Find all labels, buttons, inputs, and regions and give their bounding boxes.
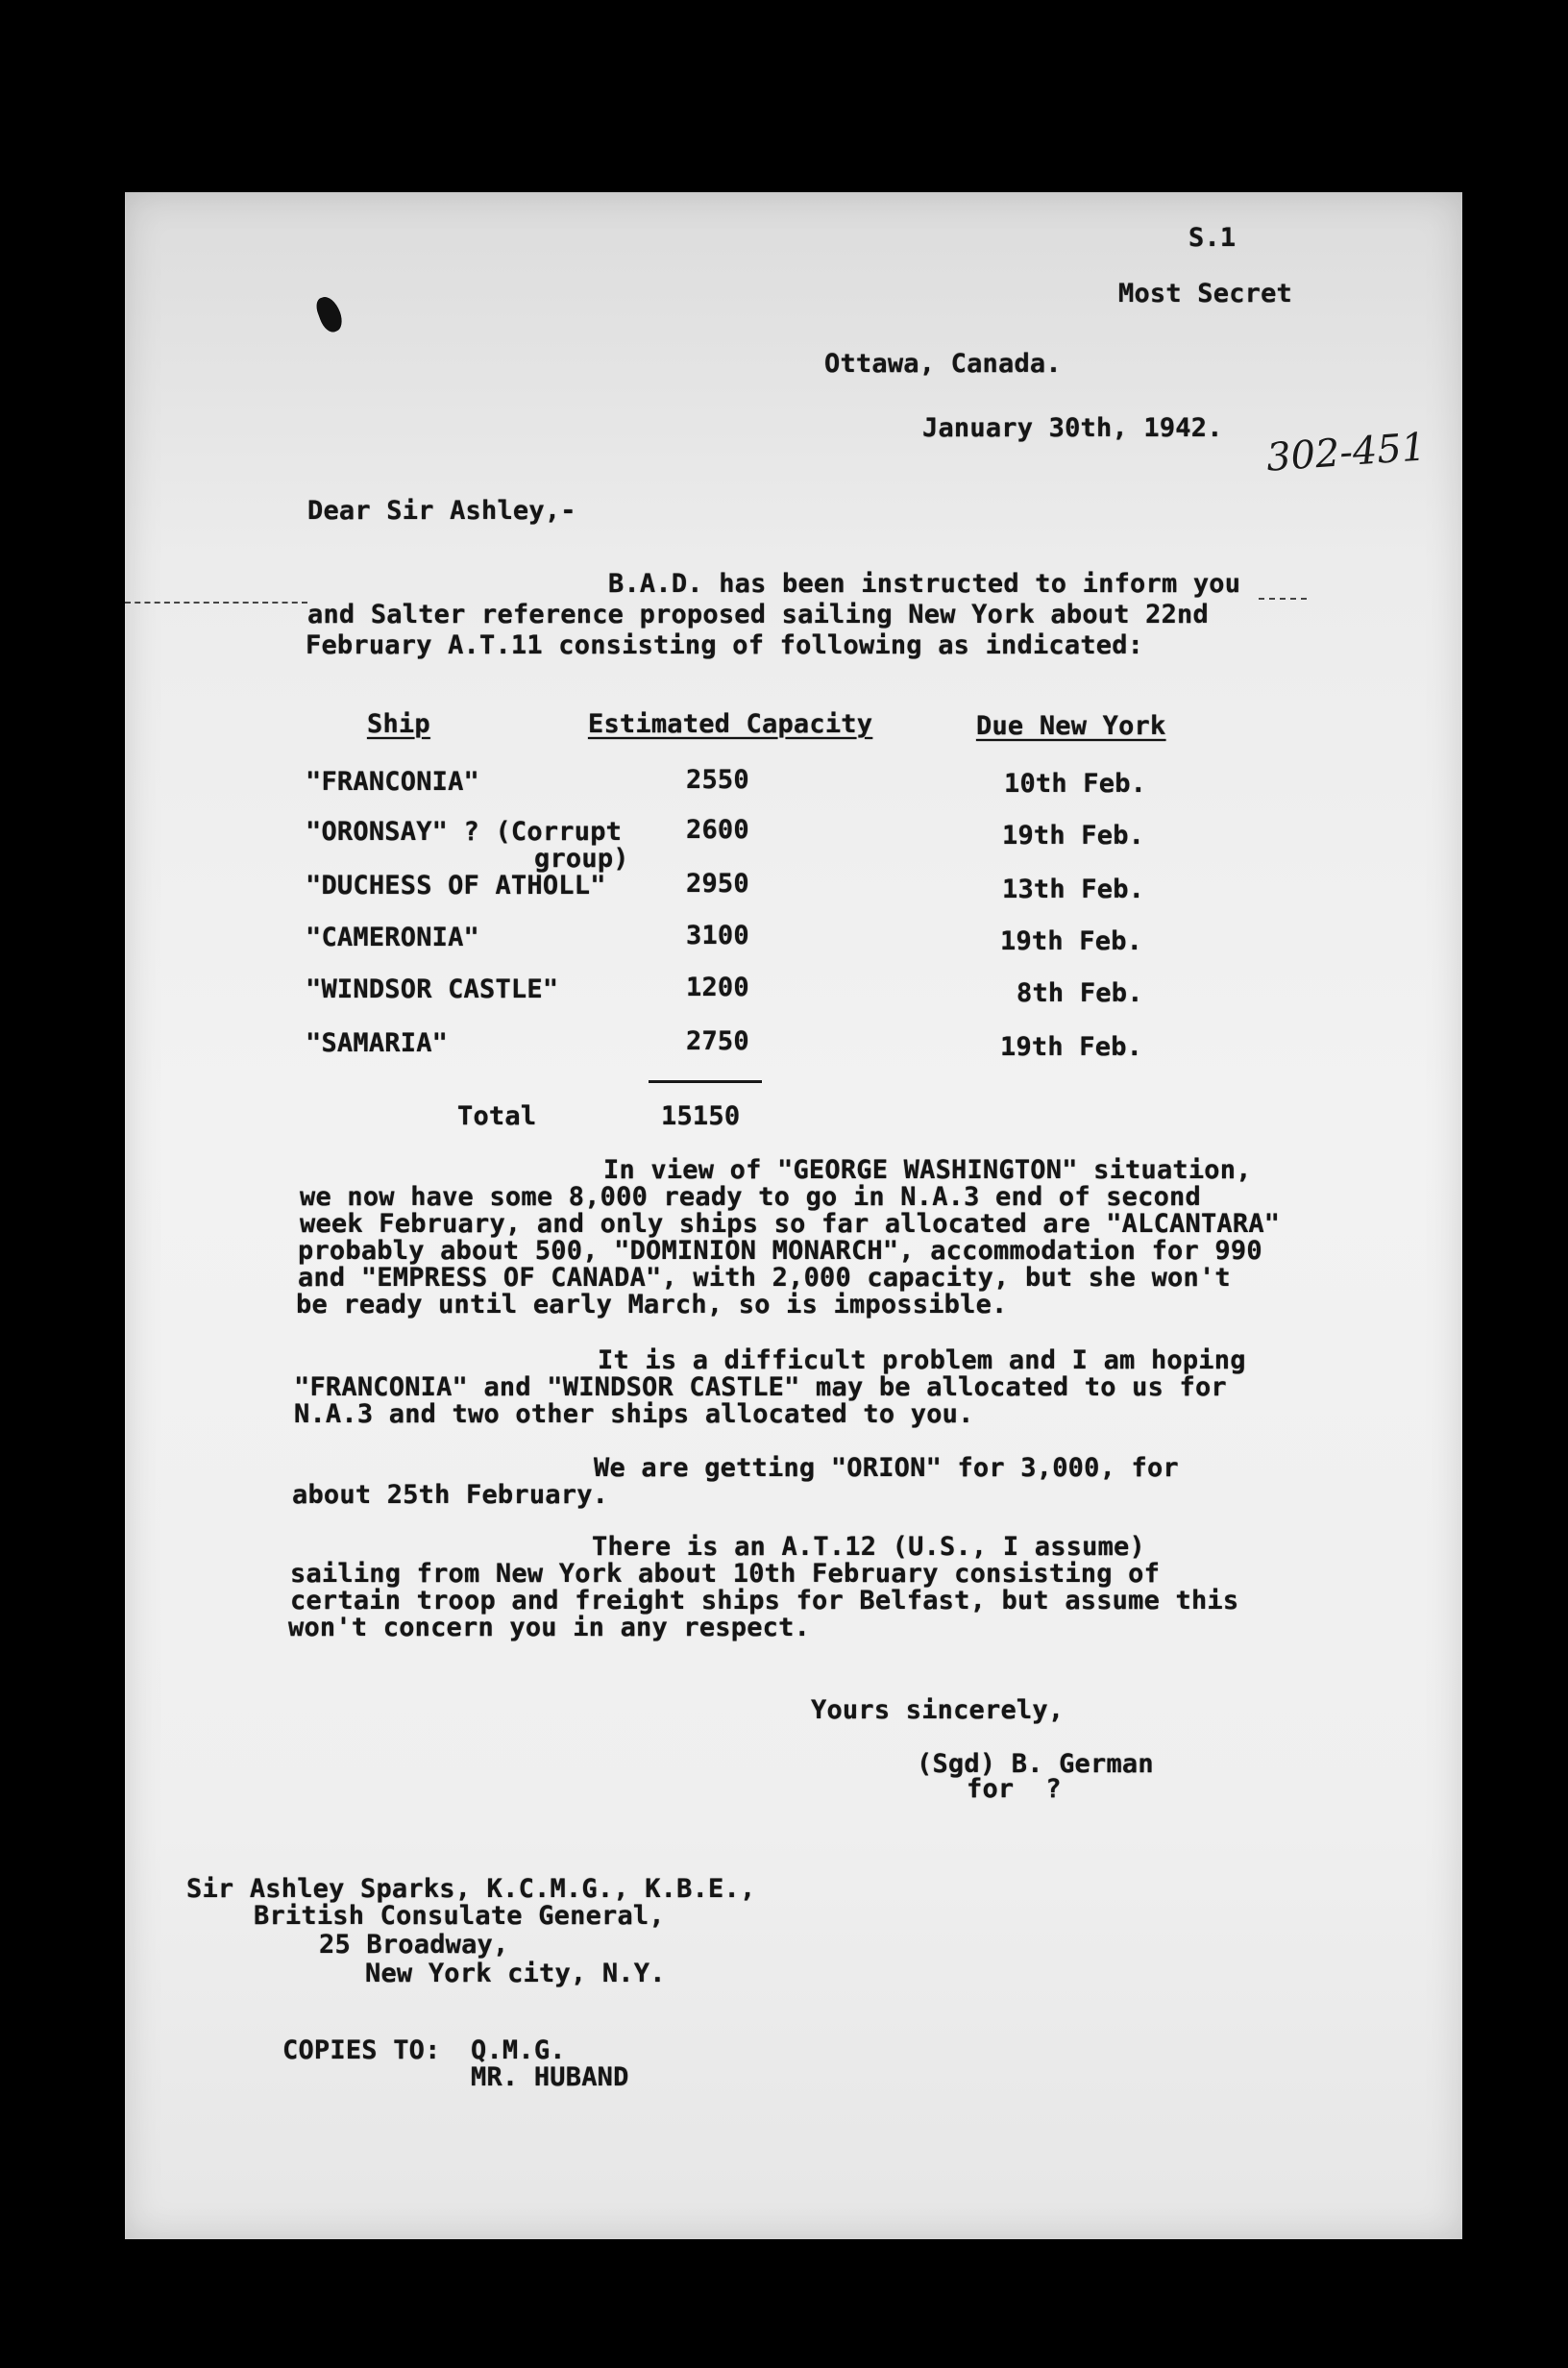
handwritten-file-number: 302-451 <box>1264 425 1428 481</box>
total-rule <box>649 1080 762 1083</box>
para1-line-4: probably about 500, "DOMINION MONARCH", accommodation for 990 <box>298 1236 1262 1266</box>
address-line-1: Sir Ashley Sparks, K.C.M.G., K.B.E., <box>186 1874 756 1904</box>
ship-due-date: 13th Feb. <box>1002 875 1145 904</box>
para2-line-3: N.A.3 and two other ships allocated to you. <box>294 1399 974 1429</box>
ship-capacity: 2950 <box>686 869 749 899</box>
para4-line-1: There is an A.T.12 (U.S., I assume) <box>592 1532 1145 1562</box>
ship-name: "FRANCONIA" <box>306 767 480 797</box>
fold-mark-left <box>125 602 307 604</box>
ship-name: "DUCHESS OF ATHOLL" <box>306 871 606 900</box>
address-line-2: British Consulate General, <box>254 1901 665 1931</box>
ship-due-date: 19th Feb. <box>1002 821 1145 851</box>
para4-line-4: won't concern you in any respect. <box>288 1613 811 1642</box>
ship-name: "ORONSAY" ? (Corrupt <box>306 817 623 847</box>
para1-line-1: In view of "GEORGE WASHINGTON" situation, <box>603 1155 1252 1185</box>
ship-name: "WINDSOR CASTLE" <box>306 974 559 1004</box>
ship-capacity: 2550 <box>686 765 749 795</box>
copies-recipient: MR. HUBAND <box>471 2062 629 2092</box>
ship-due-date: 10th Feb. <box>1004 769 1147 799</box>
ship-capacity: 2750 <box>686 1026 749 1056</box>
valediction: Yours sincerely, <box>811 1695 1065 1725</box>
para1-line-6: be ready until early March, so is impossible. <box>296 1290 1008 1320</box>
signature: (Sgd) B. German <box>917 1749 1154 1779</box>
page-reference: S.1 <box>1188 223 1237 253</box>
ship-name: "SAMARIA" <box>306 1028 449 1058</box>
ship-capacity: 2600 <box>686 815 749 845</box>
column-header-due: Due New York <box>976 711 1166 741</box>
para4-line-3: certain troop and freight ships for Belfast, but assume this <box>290 1586 1239 1616</box>
fold-mark-right <box>1259 598 1307 600</box>
ship-capacity: 3100 <box>686 921 749 950</box>
para2-line-1: It is a difficult problem and I am hoping <box>598 1345 1246 1375</box>
intro-line-1: B.A.D. has been instructed to inform you <box>608 569 1241 599</box>
signature-for-line: for ? <box>967 1774 1062 1804</box>
para1-line-3: week February, and only ships so far allocated are "ALCANTARA" <box>300 1209 1281 1239</box>
address-line-3: 25 Broadway, <box>319 1930 509 1960</box>
para1-line-5: and "EMPRESS OF CANADA", with 2,000 capacity, but she won't <box>298 1263 1231 1293</box>
place-line: Ottawa, Canada. <box>824 349 1062 379</box>
para3-line-2: about 25th February. <box>292 1480 609 1510</box>
ship-name: "CAMERONIA" <box>306 923 480 952</box>
total-value: 15150 <box>661 1101 741 1131</box>
column-header-ship: Ship <box>367 709 430 739</box>
classification-mark: Most Secret <box>1118 279 1293 308</box>
total-label: Total <box>457 1101 537 1131</box>
address-line-4: New York city, N.Y. <box>365 1959 666 1988</box>
para3-line-1: We are getting "ORION" for 3,000, for <box>594 1453 1179 1483</box>
para2-line-2: "FRANCONIA" and "WINDSOR CASTLE" may be allocated to us for <box>294 1372 1227 1402</box>
para4-line-2: sailing from New York about 10th February consisting of <box>290 1559 1161 1589</box>
ship-due-date: 19th Feb. <box>1000 926 1143 956</box>
date-line: January 30th, 1942. <box>922 413 1223 443</box>
intro-line-2: and Salter reference proposed sailing New York about 22nd <box>307 600 1209 629</box>
para1-line-2: we now have some 8,000 ready to go in N.A.3 end of second <box>300 1182 1201 1212</box>
ship-capacity: 1200 <box>686 973 749 1002</box>
intro-line-3: February A.T.11 consisting of following as indicated: <box>306 630 1144 660</box>
copies-label: COPIES TO: <box>282 2035 441 2065</box>
column-header-capacity: Estimated Capacity <box>588 709 873 739</box>
copies-recipient: Q.M.G. <box>471 2035 566 2065</box>
ship-note: group) <box>534 844 629 874</box>
ship-due-date: 19th Feb. <box>1000 1032 1143 1062</box>
salutation: Dear Sir Ashley,- <box>307 496 576 526</box>
ship-due-date: 8th Feb. <box>1017 978 1143 1008</box>
